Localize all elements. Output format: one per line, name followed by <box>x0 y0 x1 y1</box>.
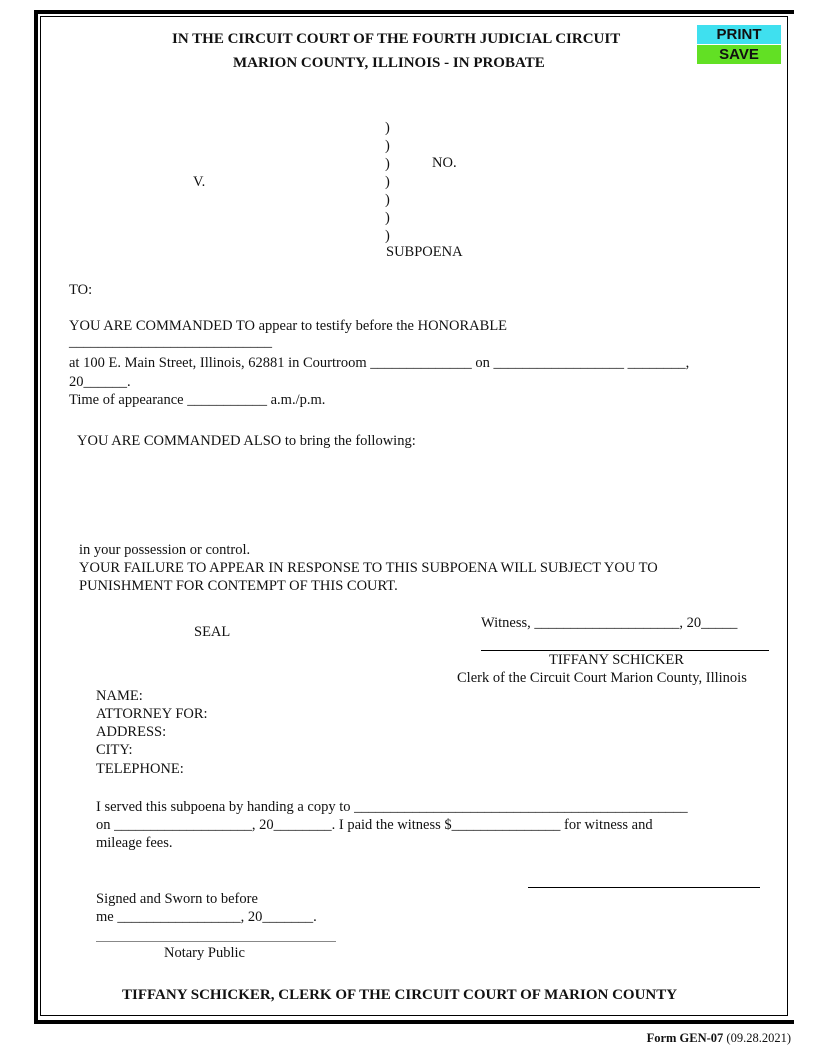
time-of-appearance: Time of appearance ___________ a.m./p.m. <box>69 392 326 408</box>
attorney-address-label: ADDRESS: <box>96 724 167 740</box>
warning-line-2: PUNISHMENT FOR CONTEMPT OF THIS COURT. <box>79 578 398 594</box>
case-number-label: NO. <box>432 155 457 171</box>
commanded-line: YOU ARE COMMANDED TO appear to testify before the HONORABLE <box>69 318 508 334</box>
notary-signature-line <box>96 941 336 942</box>
form-number: Form GEN-07 <box>646 1031 724 1045</box>
document-type: SUBPOENA <box>386 244 463 260</box>
witness-line: Witness, ____________________, 20_____ <box>481 615 738 631</box>
commanded-also-line: YOU ARE COMMANDED ALSO to bring the following: <box>77 433 416 449</box>
year-line: 20______. <box>69 374 131 390</box>
form-date: (09.28.2021) <box>726 1031 791 1045</box>
caption-paren: ) <box>385 156 390 172</box>
page-border-inner <box>40 16 788 1016</box>
print-button[interactable]: PRINT <box>697 25 781 44</box>
clerk-signature-line <box>481 650 769 651</box>
form-identifier <box>647 1031 791 1046</box>
caption-paren: ) <box>385 192 390 208</box>
caption-paren: ) <box>385 228 390 244</box>
judge-name-field[interactable]: ____________________________ <box>69 334 272 350</box>
caption-paren: ) <box>385 210 390 226</box>
court-title: IN THE CIRCUIT COURT OF THE FOURTH JUDICIAL CIRCUIT <box>172 31 621 47</box>
service-line-3: mileage fees. <box>96 835 173 851</box>
clerk-name: TIFFANY SCHICKER <box>549 652 684 668</box>
warning-line-1: YOUR FAILURE TO APPEAR IN RESPONSE TO THIS SUBPOENA WILL SUBJECT YOU TO <box>79 560 658 576</box>
attorney-telephone-label: TELEPHONE: <box>96 761 184 777</box>
save-button[interactable]: SAVE <box>697 45 781 64</box>
clerk-banner: TIFFANY SCHICKER, CLERK OF THE CIRCUIT COURT OF MARION COUNTY <box>122 987 678 1003</box>
caption-paren: ) <box>385 174 390 190</box>
attorney-city-label: CITY: <box>96 742 133 758</box>
caption-paren: ) <box>385 120 390 136</box>
seal-label: SEAL <box>194 624 231 640</box>
court-subtitle: MARION COUNTY, ILLINOIS - IN PROBATE <box>233 55 545 71</box>
server-signature-line <box>528 887 760 888</box>
address-line: at 100 E. Main Street, Illinois, 62881 in Courtroom ______________ on __________________ ________, <box>69 355 690 371</box>
caption-paren: ) <box>385 138 390 154</box>
versus-label: V. <box>193 174 206 190</box>
to-label: TO: <box>69 282 93 298</box>
clerk-title: Clerk of the Circuit Court Marion County, Illinois <box>457 670 747 686</box>
service-line-2: on ___________________, 20________. I paid the witness $_______________ for witness and <box>96 817 653 833</box>
attorney-for-label: ATTORNEY FOR: <box>96 706 208 722</box>
notary-line-1: Signed and Sworn to before <box>96 891 258 907</box>
possession-line: in your possession or control. <box>79 542 251 558</box>
service-line-1: I served this subpoena by handing a copy to ______________________________________________ <box>96 799 688 815</box>
attorney-name-label: NAME: <box>96 688 143 704</box>
notary-label: Notary Public <box>164 945 245 961</box>
notary-line-2: me _________________, 20_______. <box>96 909 317 925</box>
